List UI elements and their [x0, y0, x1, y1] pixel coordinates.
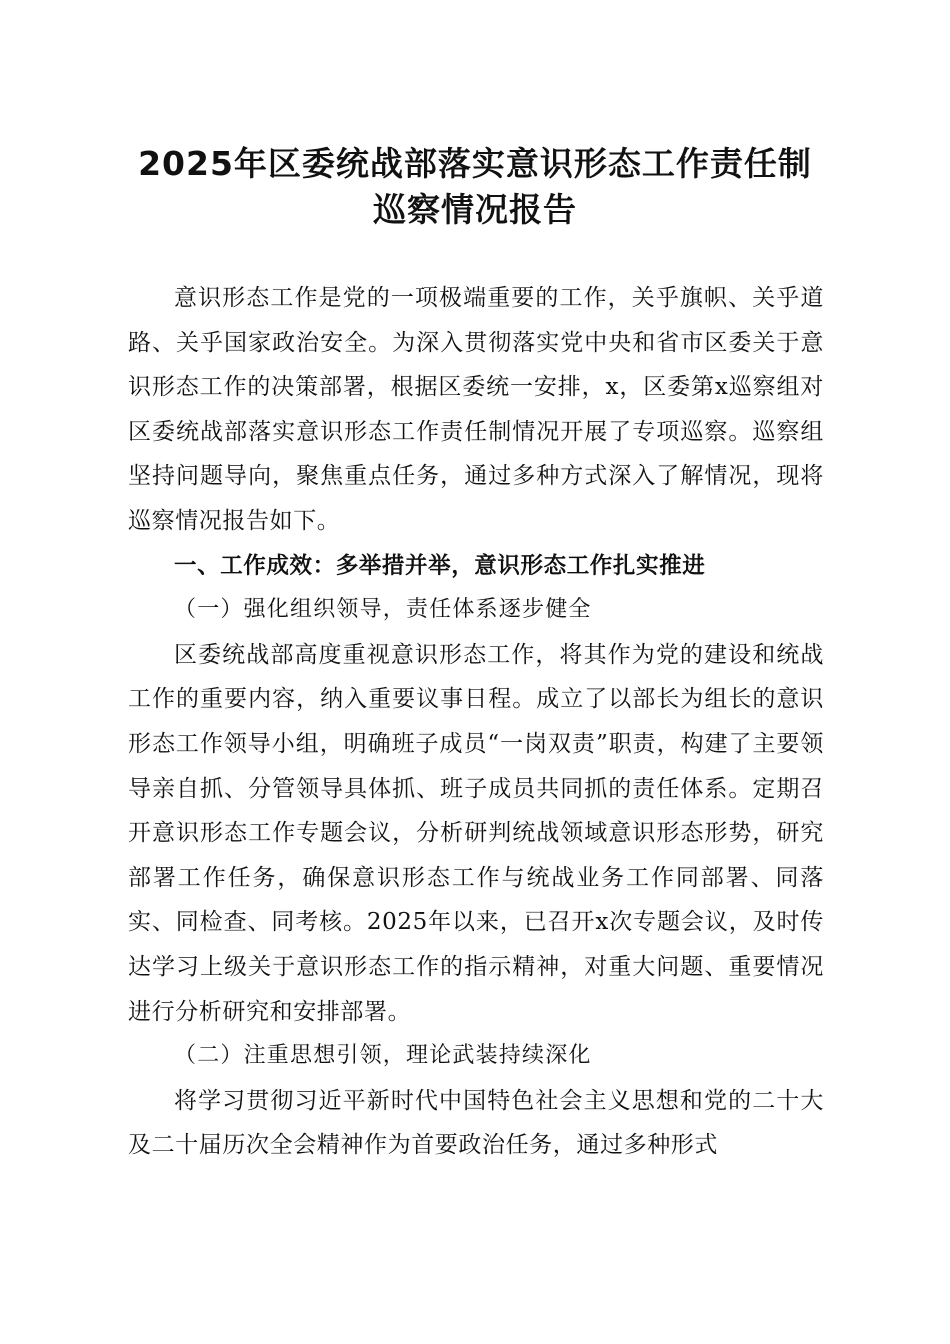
subsection-1-heading: （一）强化组织领导，责任体系逐步健全 [174, 597, 592, 623]
report-title-line-2: 巡察情况报告 [373, 190, 577, 229]
section-1-heading: 一、工作成效：多举措并举，意识形态工作扎实推进 [174, 552, 706, 579]
intro-paragraph: 意识形态工作是党的一项极端重要的工作，关乎旗帜、关乎道路、关乎国家政治安全。为深入贯彻落实党中央和省市区委关于意识形态工作的决策部署，根据区委统一安排，x，区委第x巡察组对区委统战部落实意识形态工作责任制情况开展了专项巡察。巡察组坚持问题导向，聚焦重点任务，通过多种方式深入了解情况，现将巡察情况报告如下。 [128, 285, 824, 534]
report-body [128, 276, 824, 1168]
report-title-line-1: 2025年区委统战部落实意识形态工作责任制 [138, 144, 812, 183]
subsection-2-paragraph: 将学习贯彻习近平新时代中国特色社会主义思想和党的二十大及二十届历次全会精神作为首要政治任务，通过多种形式 [128, 1087, 824, 1159]
subsection-1-paragraph: 区委统战部高度重视意识形态工作，将其作为党的建设和统战工作的重要内容，纳入重要议事日程。成立了以部长为组长的意识形态工作领导小组，明确班子成员“一岗双责”职责，构建了主要领导亲自抓、分管领导具体抓、班子成员共同抓的责任体系。定期召开意识形态工作专题会议，分析研判统战领域意识形态形势，研究部署工作任务，确保意识形态工作与统战业务工作同部署、同落实、同检查、同考核。2025年以来，已召开x次专题会议，及时传达学习上级关于意识形态工作的指示精神，对重大问题、重要情况进行分析研究和安排部署。 [128, 641, 824, 1025]
subsection-2-heading: （二）注重思想引领，理论武装持续深化 [174, 1043, 592, 1069]
